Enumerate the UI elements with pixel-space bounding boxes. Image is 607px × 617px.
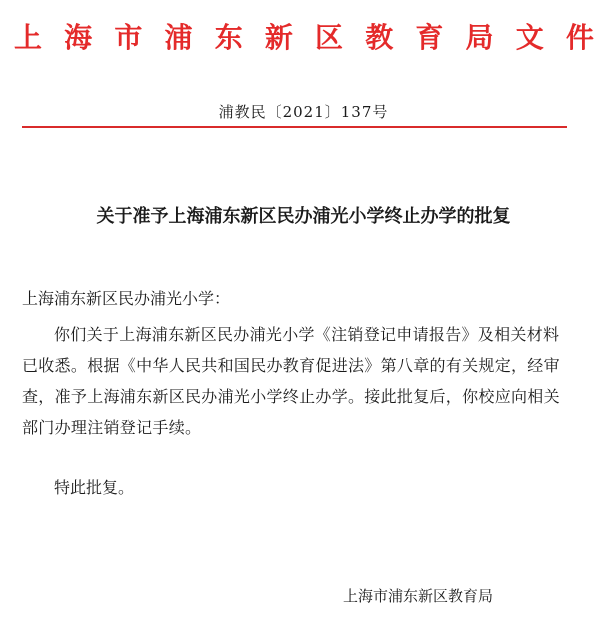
header-char: 教	[365, 21, 394, 54]
header-char: 上	[14, 21, 43, 54]
addressee: 上海浦东新区民办浦光小学：	[22, 289, 231, 308]
header-char: 区	[315, 21, 344, 54]
header-char: 东	[214, 21, 243, 54]
header-char: 文	[515, 21, 544, 54]
header-char: 市	[114, 21, 143, 54]
header-char: 育	[415, 21, 444, 54]
header-char: 新	[264, 21, 293, 54]
closing-line: 特此批复。	[54, 478, 135, 497]
document-header-title	[14, 18, 594, 58]
header-char: 件	[565, 21, 594, 54]
issuer-signature: 上海市浦东新区教育局	[343, 587, 494, 605]
red-divider-rule	[22, 126, 567, 128]
document-number: 浦教民〔2021〕137号	[218, 103, 389, 121]
body-paragraph: 你们关于上海浦东新区民办浦光小学《注销登记申请报告》及相关材料已收悉。根据《中华人民共和国民办教育促进法》第八章的有关规定，经审查，准予上海浦东新区民办浦光小学终止办学。接此批复后，你校应向相关部门办理注销登记手续。	[22, 325, 560, 437]
document-subject: 关于准予上海浦东新区民办浦光小学终止办学的批复	[96, 206, 511, 227]
header-char: 海	[64, 21, 93, 54]
header-char: 局	[465, 21, 494, 54]
header-char: 浦	[164, 21, 193, 54]
